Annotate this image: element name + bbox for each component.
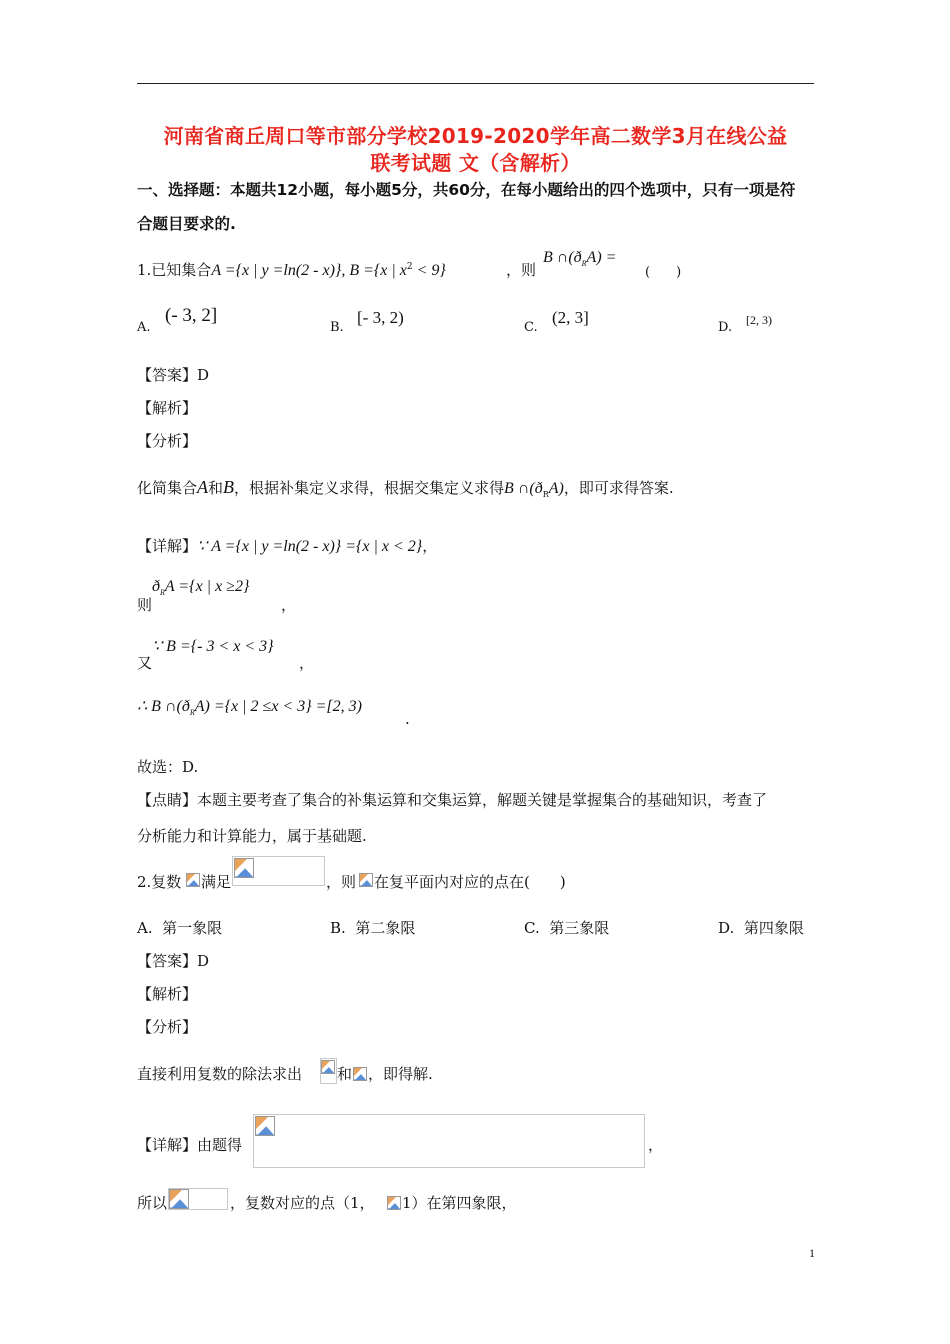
- q2-conclusion-image: [387, 1195, 401, 1209]
- broken-image-icon: [169, 1189, 189, 1209]
- q1-option-a-label: A.: [137, 320, 151, 335]
- q2-suoyi-image: [168, 1188, 228, 1210]
- broken-image-icon: [359, 873, 373, 887]
- broken-image-icon: [353, 1067, 367, 1081]
- q1-option-b-value: [- 3, 2): [357, 308, 404, 327]
- q1-dianjing-line1: 【点睛】本题主要考查了集合的补集运算和交集运算，解题关键是掌握集合的基础知识，考查了: [137, 791, 768, 809]
- q1-then-label: 则: [137, 596, 153, 614]
- q1-you-comma: ，: [299, 654, 315, 672]
- q1-analysis-sub: R: [542, 490, 549, 499]
- q1-answer-paren: ( ): [645, 265, 682, 280]
- q2-detail-comma: ，: [648, 1136, 664, 1154]
- q1-stem-prefix: 1.已知集合: [137, 261, 212, 279]
- q1-then-line: [152, 578, 249, 597]
- q2-detail-image: [253, 1114, 645, 1168]
- q2-fenxi-label: 【分析】: [137, 1018, 198, 1036]
- q2-answer: 【答案】D: [137, 952, 210, 970]
- q2-option-b-value: 第二象限: [355, 919, 416, 937]
- q2-option-a-label: A.: [137, 919, 153, 937]
- q2-option-b-label: B.: [330, 919, 346, 937]
- broken-image-icon: [321, 1060, 335, 1074]
- q1-therefore-dot: .: [405, 710, 410, 728]
- q1-fenxi-label: 【分析】: [137, 432, 198, 450]
- q2-option-c-label: C.: [524, 919, 540, 937]
- broken-image-icon: [186, 873, 200, 887]
- q1-target-sub: R: [581, 259, 587, 269]
- page-number: 1: [809, 1246, 815, 1260]
- q1-then-sub: R: [160, 588, 165, 598]
- q1-sup2: 2: [406, 262, 413, 272]
- q2-stem-c: ，则: [326, 873, 357, 891]
- q1-analysis-set-b: B: [223, 477, 235, 497]
- q1-option-d-label: D.: [718, 320, 733, 335]
- q1-stem-mid: ，则: [506, 261, 537, 279]
- q2-condition-image: [232, 856, 325, 886]
- q2-z-image-2: [359, 872, 373, 886]
- q1-therefore-tail: A) ={x | 2 ≤x < 3} =[2, 3): [194, 698, 362, 715]
- q2-option-d: [718, 917, 804, 938]
- q2-option-d-label: D.: [718, 919, 735, 937]
- q1-dianjing-line2: 分析能力和计算能力，属于基础题.: [137, 827, 367, 845]
- q2-option-a-value: 第一象限: [162, 919, 223, 937]
- q1-analysis-expr: B ∩(ð: [504, 480, 543, 497]
- q1-choose: 故选：D.: [137, 758, 199, 776]
- q2-stem-d: 在复平面内对应的点在( ): [374, 873, 566, 891]
- q1-option-c-value: (2, 3]: [552, 308, 589, 327]
- doc-title-line2: 联考试题 文（含解析）: [370, 151, 581, 175]
- q1-jiexi-label: 【解析】: [137, 399, 198, 417]
- q1-therefore: [137, 696, 362, 717]
- q1-detail-comma: ，: [422, 537, 438, 555]
- q1-then-expr: ð: [152, 578, 160, 595]
- q2-option-d-value: 第四象限: [743, 919, 804, 937]
- q2-stem-a: 2.复数: [137, 873, 182, 891]
- q1-detail: [137, 535, 437, 556]
- q1-therefore-expr: ∴ B ∩(ð: [137, 698, 190, 715]
- q1-analysis-set-a: A: [197, 477, 209, 497]
- q1-analysis-tail: A): [548, 480, 564, 497]
- q2-z-image: [186, 872, 200, 886]
- q2-analysis-c: ，即得解.: [368, 1065, 433, 1083]
- q1-target-expr: B ∩(ð: [543, 249, 582, 266]
- q1-option-c-label: C.: [524, 320, 538, 335]
- broken-image-icon: [387, 1196, 401, 1210]
- q1-target-tail: A) =: [586, 249, 617, 266]
- header-rule: [137, 83, 814, 84]
- q2-jiexi-label: 【解析】: [137, 985, 198, 1003]
- q1-you-expr: ∵ B ={- 3 < x < 3}: [152, 638, 274, 655]
- q2-option-a: [137, 917, 222, 938]
- q2-detail-label: 【详解】由题得: [137, 1136, 243, 1154]
- q1-detail-expr: ∵ A ={x | y =ln(2 - x)} ={x | x < 2}: [197, 538, 423, 555]
- q1-analysis-he: 和: [208, 479, 224, 497]
- q2-stem-b: 满足: [201, 873, 232, 891]
- q1-analysis-b: ，根据补集定义求得，根据交集定义求得: [234, 479, 505, 497]
- q1-you-label: 又: [137, 654, 153, 672]
- q1-analysis-c: ，即可求得答案.: [563, 479, 674, 497]
- q1-set-expr: A ={x | y =ln(2 - x)}, B ={x | x: [211, 262, 407, 279]
- q2-option-b: [330, 917, 415, 938]
- q1-stem: [137, 259, 446, 280]
- q1-set-tail: < 9}: [412, 262, 446, 279]
- q1-analysis: [137, 477, 674, 499]
- q2-analysis-image-1: [320, 1058, 337, 1084]
- q2-analysis-a: 直接利用复数的除法求出: [137, 1065, 303, 1083]
- q2-analysis-image-2: [353, 1066, 367, 1080]
- q1-then-comma: ，: [281, 596, 297, 614]
- broken-image-icon: [234, 858, 254, 878]
- q1-therefore-sub: R: [189, 708, 195, 718]
- q1-detail-label: 【详解】: [137, 537, 198, 555]
- q1-then-tail: A ={x | x ≥2}: [164, 578, 250, 595]
- section-heading-line1: 一、选择题：本题共12小题，每小题5分，共60分，在每小题给出的四个选项中，只有一项是符: [137, 181, 796, 199]
- q1-answer: 【答案】D: [137, 366, 210, 384]
- doc-title-line1: 河南省商丘周口等市部分学校2019-2020学年高二数学3月在线公益: [163, 124, 788, 148]
- q1-option-a-value: (- 3, 2]: [165, 305, 218, 326]
- q1-analysis-a: 化简集合: [137, 479, 198, 497]
- q1-target: [543, 249, 616, 268]
- q2-option-c-value: 第三象限: [549, 919, 610, 937]
- q2-suoyi: 所以: [137, 1194, 168, 1212]
- q2-conclusion-a: ，复数对应的点（1，: [230, 1194, 375, 1212]
- q1-option-b-label: B.: [330, 320, 344, 335]
- q2-analysis-b: 和: [337, 1065, 353, 1083]
- section-heading-line2: 合题目要求的.: [137, 215, 236, 233]
- broken-image-icon: [255, 1116, 275, 1136]
- q2-conclusion-b: 1）在第四象限，: [402, 1194, 517, 1212]
- q2-option-c: [524, 917, 609, 938]
- q1-option-d-value: [2, 3): [746, 313, 772, 327]
